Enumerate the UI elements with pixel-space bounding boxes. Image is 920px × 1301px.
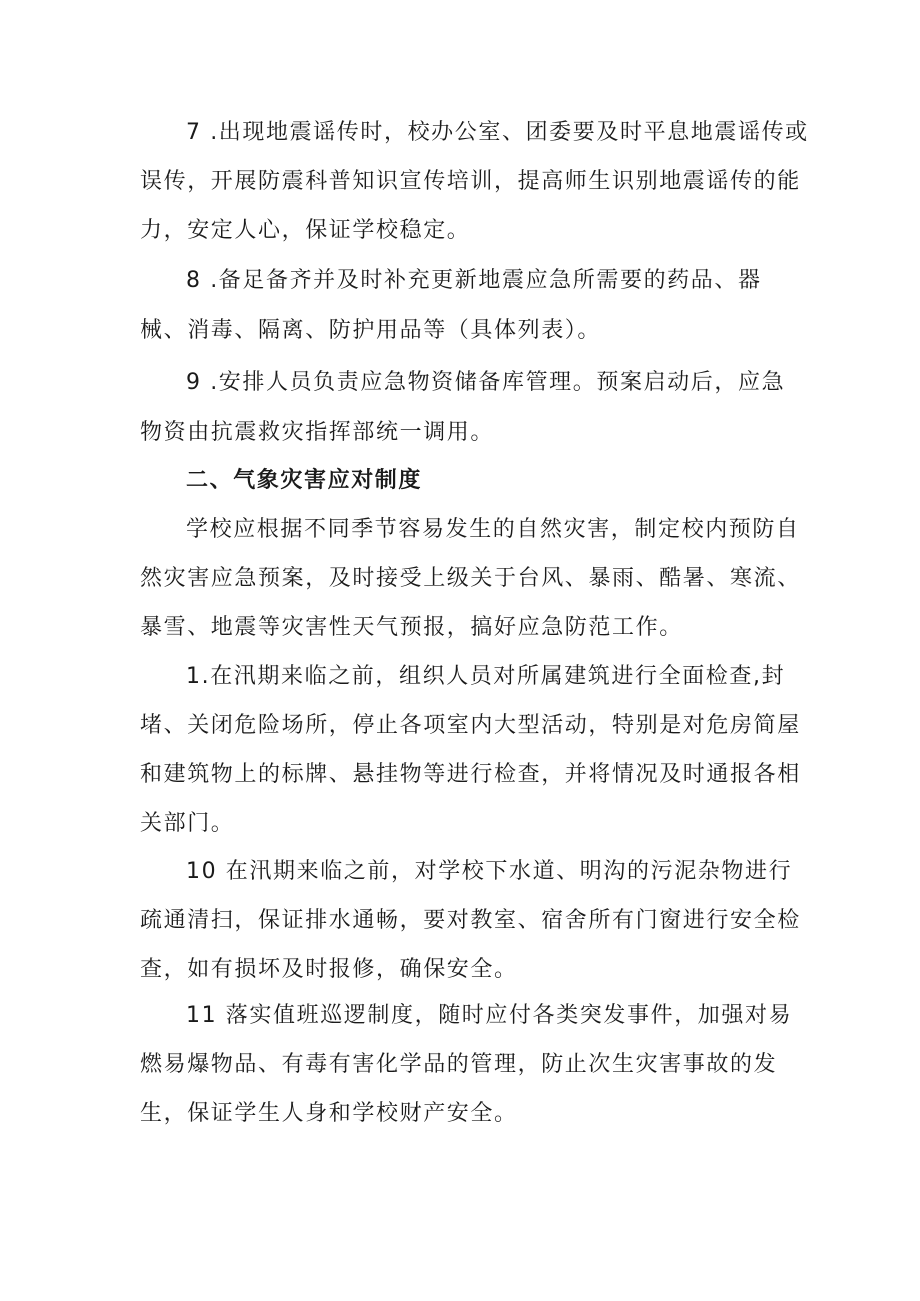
item-11-line-1: 11 落实值班巡逻制度，随时应付各类突发事件，加强对易 — [186, 1003, 793, 1028]
item-9-line-2: 物资由抗震救灾指挥部统一调用。 — [140, 420, 495, 445]
item-1-line-4: 关部门。 — [140, 811, 235, 836]
intro-line-3: 暴雪、地震等灾害性天气预报，搞好应急防范工作。 — [140, 615, 683, 640]
item-10-line-1: 10 在汛期来临之前，对学校下水道、明沟的污泥杂物进行 — [186, 859, 793, 884]
item-8-line-2: 械、消毒、隔离、防护用品等（具体列表）。 — [140, 318, 602, 343]
intro-line-1: 学校应根据不同季节容易发生的自然灾害，制定校内预防自 — [186, 517, 800, 542]
item-7-line-1: 7 .出现地震谣传时，校办公室、团委要及时平息地震谣传或 — [186, 120, 809, 145]
intro-line-2: 然灾害应急预案，及时接受上级关于台风、暴雨、酷暑、寒流、 — [140, 566, 801, 591]
section-heading: 二、气象灾害应对制度 — [186, 468, 423, 493]
item-11-line-3: 生，保证学生人身和学校财产安全。 — [140, 1101, 518, 1126]
item-7-line-3: 力，安定人心，保证学校稳定。 — [140, 218, 471, 243]
item-11-line-2: 燃易爆物品、有毒有害化学品的管理，防止次生灾害事故的发 — [140, 1052, 778, 1077]
item-1-line-2: 堵、关闭危险场所，停止各项室内大型活动，特别是对危房简屋 — [140, 713, 801, 738]
item-1-line-1: 1.在汛期来临之前，组织人员对所属建筑进行全面检查,封 — [186, 664, 786, 689]
item-9-line-1: 9 .安排人员负责应急物资储备库管理。预案启动后，应急 — [186, 370, 786, 395]
item-10-line-3: 查，如有损坏及时报修，确保安全。 — [140, 957, 518, 982]
item-10-line-2: 疏通清扫，保证排水通畅，要对教室、宿舍所有门窗进行安全检 — [140, 908, 801, 933]
item-8-line-1: 8 .备足备齐并及时补充更新地震应急所需要的药品、器 — [186, 268, 762, 293]
item-7-line-2: 误传，开展防震科普知识宣传培训，提高师生识别地震谣传的能 — [140, 169, 801, 194]
item-1-line-3: 和建筑物上的标牌、悬挂物等进行检查，并将情况及时通报各相 — [140, 762, 801, 787]
